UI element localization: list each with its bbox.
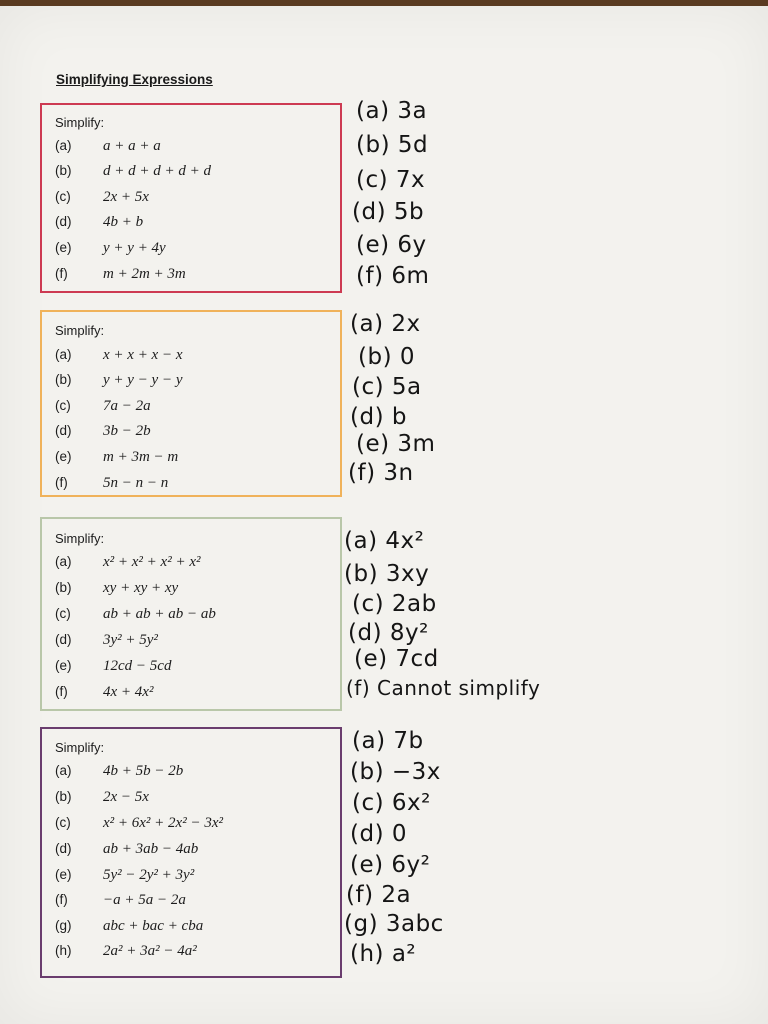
- answer-text: (d) b: [350, 404, 407, 430]
- answer-text: (d) 5b: [352, 199, 425, 225]
- worksheet-title: Simplifying Expressions: [56, 72, 213, 87]
- question-label: (b): [55, 372, 72, 387]
- answer-text: (b) −3x: [350, 759, 441, 785]
- box-heading: Simplify:: [55, 323, 105, 338]
- question-label: (a): [55, 763, 72, 778]
- worksheet-paper: [0, 6, 768, 1024]
- answer-text: (d) 0: [350, 821, 407, 847]
- question-expression: 7a − 2a: [103, 398, 151, 414]
- answer-text: (e) 6y²: [350, 852, 431, 878]
- answer-text: (b) 3xy: [344, 561, 430, 587]
- question-label: (c): [55, 815, 71, 830]
- answer-text: (f) Cannot simplify: [346, 676, 541, 700]
- answer-text: (f) 6m: [356, 263, 430, 289]
- question-expression: abc + bac + cba: [103, 918, 204, 934]
- question-label: (b): [55, 580, 72, 595]
- question-label: (a): [55, 554, 72, 569]
- question-label: (d): [55, 214, 72, 229]
- question-expression: 3y² + 5y²: [103, 632, 158, 648]
- question-expression: a + a + a: [103, 138, 161, 154]
- question-label: (d): [55, 841, 72, 856]
- question-label: (g): [55, 918, 72, 933]
- answer-text: (a) 4x²: [344, 528, 425, 554]
- box-heading: Simplify:: [55, 531, 105, 546]
- box-heading: Simplify:: [55, 740, 105, 755]
- question-label: (b): [55, 789, 72, 804]
- answer-text: (f) 3n: [348, 460, 414, 486]
- question-label: (f): [55, 475, 68, 490]
- question-label: (h): [55, 943, 72, 958]
- exercise-box-1: [40, 103, 342, 293]
- answer-text: (c) 2ab: [352, 591, 437, 617]
- question-expression: 3b − 2b: [103, 423, 151, 439]
- question-expression: 5n − n − n: [103, 475, 169, 491]
- question-label: (b): [55, 163, 72, 178]
- question-label: (e): [55, 240, 72, 255]
- question-expression: xy + xy + xy: [103, 580, 179, 596]
- answer-text: (e) 6y: [356, 232, 427, 258]
- answer-text: (b) 5d: [356, 132, 429, 158]
- exercise-box-4: [40, 727, 342, 978]
- question-label: (c): [55, 398, 71, 413]
- answer-text: (c) 5a: [352, 374, 422, 400]
- question-expression: x² + 6x² + 2x² − 3x²: [103, 815, 223, 831]
- question-label: (d): [55, 632, 72, 647]
- question-label: (e): [55, 449, 72, 464]
- exercise-box-2: [40, 310, 342, 497]
- question-expression: 2x + 5x: [103, 189, 149, 205]
- answer-text: (g) 3abc: [344, 911, 444, 937]
- answer-text: (e) 7cd: [354, 646, 439, 672]
- question-label: (e): [55, 658, 72, 673]
- answer-text: (a) 3a: [356, 98, 428, 124]
- question-expression: d + d + d + d + d: [103, 163, 211, 179]
- question-expression: 2a² + 3a² − 4a²: [103, 943, 197, 959]
- question-label: (a): [55, 138, 72, 153]
- question-label: (a): [55, 347, 72, 362]
- question-label: (f): [55, 684, 68, 699]
- question-label: (c): [55, 606, 71, 621]
- question-expression: 4b + 5b − 2b: [103, 763, 184, 779]
- question-expression: 2x − 5x: [103, 789, 149, 805]
- question-expression: ab + 3ab − 4ab: [103, 841, 199, 857]
- question-expression: ab + ab + ab − ab: [103, 606, 216, 622]
- exercise-box-3: [40, 517, 342, 711]
- answer-text: (c) 6x²: [352, 790, 431, 816]
- question-expression: x² + x² + x² + x²: [103, 554, 201, 570]
- answer-text: (a) 7b: [352, 728, 424, 754]
- question-expression: m + 2m + 3m: [103, 266, 186, 282]
- question-expression: x + x + x − x: [103, 347, 183, 363]
- answer-text: (d) 8y²: [348, 620, 429, 646]
- question-expression: 4b + b: [103, 214, 144, 230]
- box-heading: Simplify:: [55, 115, 105, 130]
- question-expression: m + 3m − m: [103, 449, 179, 465]
- answer-text: (e) 3m: [356, 431, 436, 457]
- question-label: (e): [55, 867, 72, 882]
- question-label: (f): [55, 266, 68, 281]
- answer-text: (a) 2x: [350, 311, 421, 337]
- question-label: (f): [55, 892, 68, 907]
- answer-text: (f) 2a: [346, 882, 412, 908]
- question-label: (d): [55, 423, 72, 438]
- question-label: (c): [55, 189, 71, 204]
- question-expression: 12cd − 5cd: [103, 658, 172, 674]
- question-expression: y + y − y − y: [103, 372, 183, 388]
- question-expression: 4x + 4x²: [103, 684, 154, 700]
- answer-text: (h) a²: [350, 941, 417, 967]
- question-expression: 5y² − 2y² + 3y²: [103, 867, 195, 883]
- answer-text: (c) 7x: [356, 167, 426, 193]
- question-expression: y + y + 4y: [103, 240, 166, 256]
- question-expression: −a + 5a − 2a: [103, 892, 186, 908]
- answer-text: (b) 0: [358, 344, 415, 370]
